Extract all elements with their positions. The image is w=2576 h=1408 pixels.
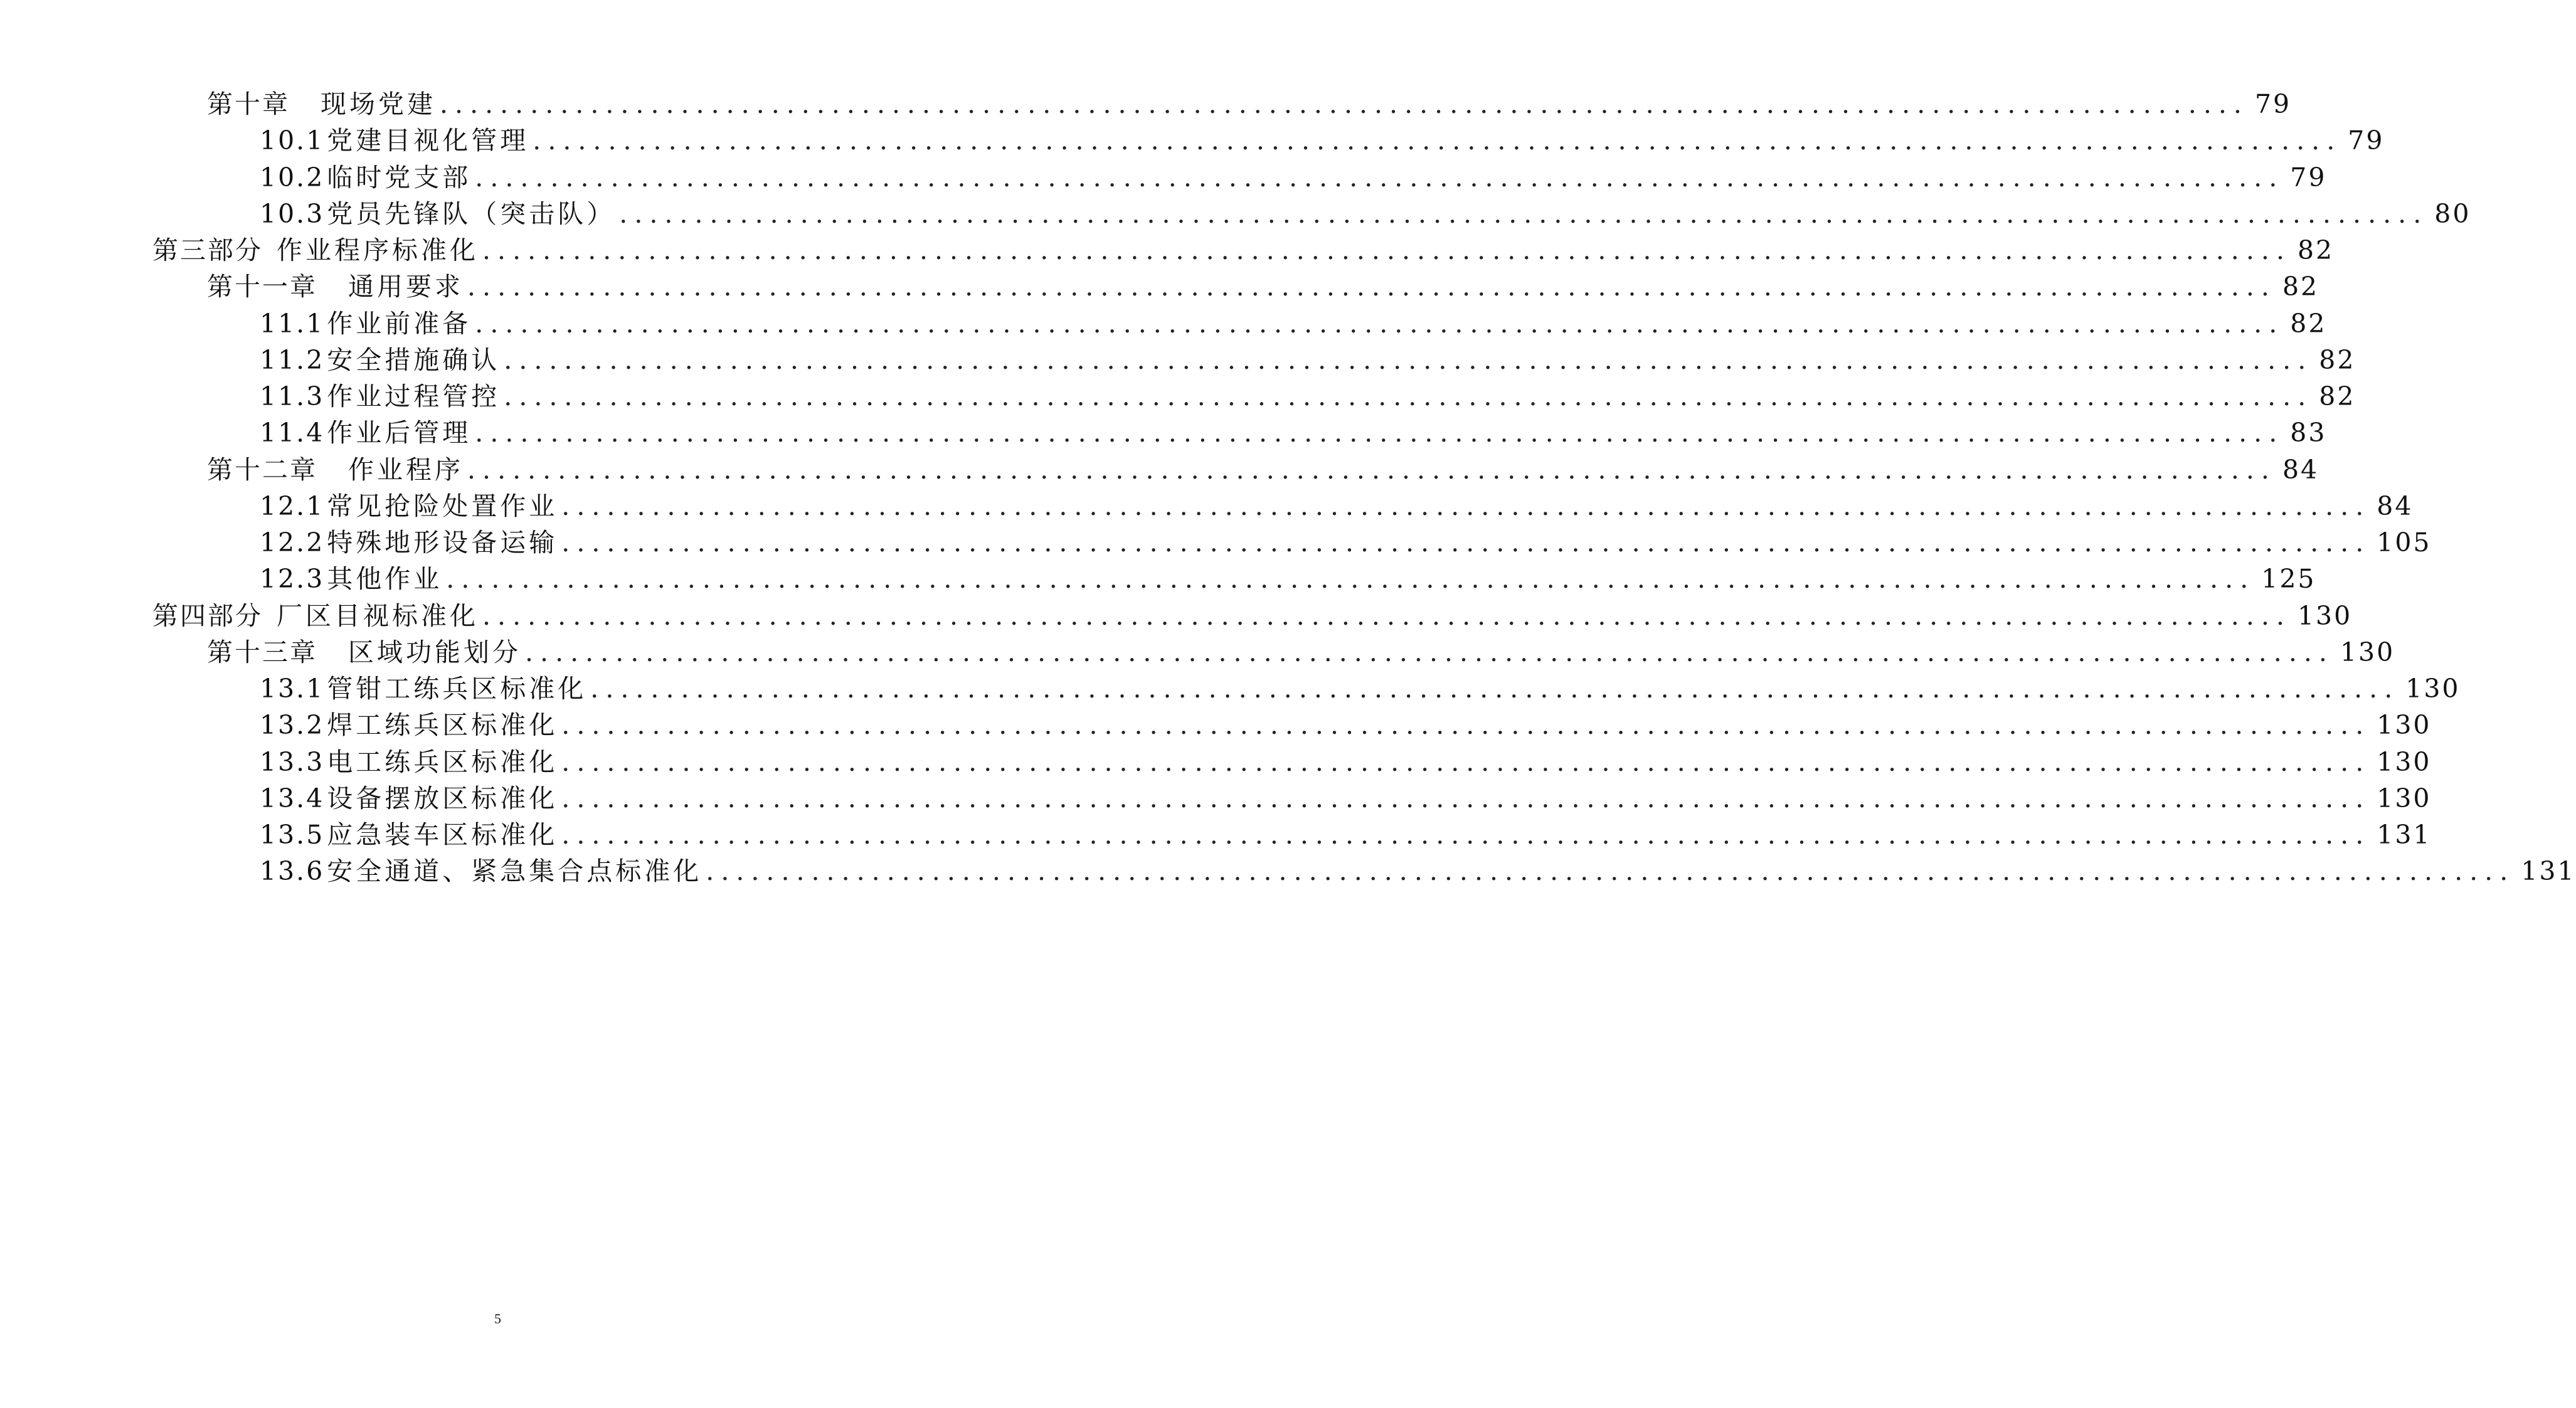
toc-entry-title xyxy=(152,231,479,269)
toc-entry-text: 作业程序 xyxy=(348,454,464,485)
toc-dot-leader: ........................................................................................................................ xyxy=(706,856,2515,887)
toc-entry-page: 130 xyxy=(2340,637,2395,667)
toc-entry-title xyxy=(260,780,558,817)
toc-entry-page: 82 xyxy=(2290,308,2327,339)
toc-entry-number: 12.2 xyxy=(260,527,325,558)
toc-entry-title xyxy=(260,487,558,525)
toc-entry-text: 管钳工练兵区标准化 xyxy=(327,674,587,704)
toc-entry-number: 第三部分 xyxy=(152,235,263,265)
toc-entry-text: 电工练兵区标准化 xyxy=(327,746,558,777)
toc-entry-text: 作业过程管控 xyxy=(327,381,501,411)
toc-entry-text: 焊工练兵区标准化 xyxy=(327,710,558,741)
toc-entry[interactable] xyxy=(260,414,2327,452)
toc-dot-leader: ........................................................................................................................ xyxy=(561,527,2371,558)
toc-entry[interactable] xyxy=(260,159,2327,196)
toc-entry-text: 现场党建 xyxy=(321,89,436,119)
toc-entry-title xyxy=(260,122,529,159)
toc-dot-leader: ........................................................................................................................ xyxy=(482,600,2291,631)
toc-entry-title xyxy=(260,852,702,890)
toc-entry-title xyxy=(260,305,471,342)
toc-entry[interactable] xyxy=(152,231,2335,269)
toc-entry-title xyxy=(260,670,586,707)
toc-entry[interactable] xyxy=(260,780,2432,817)
toc-dot-leader: ........................................................................................................................ xyxy=(561,490,2371,521)
toc-entry[interactable] xyxy=(260,706,2432,744)
toc-entry-number: 第十章 xyxy=(207,89,290,119)
toc-entry-text: 党建目视化管理 xyxy=(327,125,529,156)
toc-entry-page: 130 xyxy=(2297,600,2353,631)
toc-entry-page: 130 xyxy=(2377,746,2432,777)
toc-entry-title xyxy=(260,195,615,233)
toc-entry-title xyxy=(207,268,464,305)
toc-entry-page: 131 xyxy=(2521,856,2576,887)
toc-dot-leader: ........................................................................................................................ xyxy=(619,198,2429,229)
toc-entry-title xyxy=(260,414,471,452)
toc-entry[interactable] xyxy=(207,633,2395,671)
toc-entry[interactable] xyxy=(207,268,2319,305)
toc-entry[interactable] xyxy=(260,378,2356,415)
toc-entry-page: 131 xyxy=(2377,820,2432,850)
toc-entry-page: 125 xyxy=(2261,564,2316,595)
toc-entry-text: 常见抢险处置作业 xyxy=(327,490,558,521)
toc-entry-number: 12.1 xyxy=(260,490,325,521)
toc-entry-number: 第十二章 xyxy=(207,454,317,485)
toc-entry[interactable] xyxy=(260,341,2356,379)
toc-entry-number: 13.4 xyxy=(260,783,325,813)
toc-entry-text: 区域功能划分 xyxy=(348,637,521,667)
toc-entry-title xyxy=(260,341,500,379)
toc-dot-leader: ........................................................................................................................ xyxy=(561,783,2371,813)
toc-entry-page: 82 xyxy=(2282,272,2319,302)
toc-dot-leader: ........................................................................................................................ xyxy=(504,344,2313,375)
toc-dot-leader: ........................................................................................................................ xyxy=(561,710,2371,741)
toc-entry[interactable] xyxy=(260,305,2327,342)
toc-entry-page: 130 xyxy=(2377,710,2432,741)
toc-entry[interactable] xyxy=(260,122,2385,159)
toc-entry-page: 80 xyxy=(2434,198,2471,229)
toc-entry[interactable] xyxy=(260,524,2432,561)
toc-dot-leader: ........................................................................................................................ xyxy=(590,674,2400,704)
toc-entry-number: 11.3 xyxy=(260,381,325,411)
toc-entry-text: 作业前准备 xyxy=(327,308,472,339)
toc-entry-page: 105 xyxy=(2377,527,2432,558)
toc-entry-page: 84 xyxy=(2282,454,2319,485)
toc-entry-text: 其他作业 xyxy=(327,564,443,595)
toc-entry-text: 应急装车区标准化 xyxy=(327,820,558,850)
toc-dot-leader: ........................................................................................................................ xyxy=(467,272,2276,302)
toc-entry-page: 79 xyxy=(2348,125,2385,156)
toc-dot-leader: ........................................................................................................................ xyxy=(561,820,2371,850)
toc-entry-title xyxy=(152,597,479,635)
toc-entry[interactable] xyxy=(260,852,2576,890)
toc-entry-title xyxy=(260,378,500,415)
toc-entry-title xyxy=(260,560,442,598)
toc-entry-number: 13.3 xyxy=(260,746,325,777)
toc-entry-text: 设备摆放区标准化 xyxy=(327,783,558,813)
toc-dot-leader: ........................................................................................................................ xyxy=(440,89,2249,119)
toc-entry-number: 第十一章 xyxy=(207,272,317,302)
toc-entry[interactable] xyxy=(207,451,2319,489)
toc-dot-leader: ........................................................................................................................ xyxy=(525,637,2334,667)
toc-entry-text: 作业程序标准化 xyxy=(277,235,479,265)
toc-entry-title xyxy=(260,816,558,854)
toc-dot-leader: ........................................................................................................................ xyxy=(533,125,2342,156)
toc-entry-text: 作业后管理 xyxy=(327,418,472,448)
toc-entry-number: 10.2 xyxy=(260,162,325,193)
toc-entry-number: 13.6 xyxy=(260,856,325,887)
toc-dot-leader: ........................................................................................................................ xyxy=(475,162,2284,193)
toc-entry-text: 党员先锋队（突击队） xyxy=(327,198,616,229)
toc-entry-page: 130 xyxy=(2377,783,2432,813)
toc-entry[interactable] xyxy=(260,670,2461,707)
toc-entry-page: 79 xyxy=(2290,162,2327,193)
toc-entry-text: 安全措施确认 xyxy=(327,344,501,375)
toc-entry-number: 11.2 xyxy=(260,344,325,375)
toc-entry-number: 第十三章 xyxy=(207,637,317,667)
toc-dot-leader: ........................................................................................................................ xyxy=(482,235,2291,265)
toc-entry-number: 13.5 xyxy=(260,820,325,850)
toc-entry-text: 厂区目视标准化 xyxy=(277,600,479,631)
toc-entry-text: 安全通道、紧急集合点标准化 xyxy=(327,856,702,887)
toc-dot-leader: ........................................................................................................................ xyxy=(475,418,2284,448)
toc-entry-page: 83 xyxy=(2290,418,2327,448)
toc-entry-number: 12.3 xyxy=(260,564,325,595)
toc-entry-title xyxy=(260,524,558,561)
toc-entry[interactable] xyxy=(260,560,2316,598)
toc-dot-leader: ........................................................................................................................ xyxy=(475,308,2284,339)
toc-entry-title xyxy=(260,706,558,744)
toc-entry-page: 82 xyxy=(2319,344,2356,375)
toc-entry-number: 10.3 xyxy=(260,198,325,229)
toc-entry-number: 第四部分 xyxy=(152,600,263,631)
toc-dot-leader: ........................................................................................................................ xyxy=(561,746,2371,777)
toc-entry-page: 82 xyxy=(2297,235,2335,265)
toc-entry-page: 82 xyxy=(2319,381,2356,411)
toc-entry-title xyxy=(207,85,436,123)
toc-entry-title xyxy=(207,451,464,489)
toc-entry-title xyxy=(207,633,521,671)
toc-entry-title xyxy=(260,159,471,196)
toc-entry-page: 130 xyxy=(2405,674,2461,704)
toc-entry-text: 通用要求 xyxy=(348,272,464,302)
toc-entry-number: 10.1 xyxy=(260,125,325,156)
toc-entry[interactable] xyxy=(260,195,2471,233)
toc-dot-leader: ........................................................................................................................ xyxy=(446,564,2255,595)
page-number: 5 xyxy=(494,1311,501,1326)
toc-entry[interactable] xyxy=(152,597,2353,635)
toc-entry-number: 11.1 xyxy=(260,308,325,339)
toc-entry-page: 84 xyxy=(2377,490,2414,521)
toc-dot-leader: ........................................................................................................................ xyxy=(467,454,2276,485)
toc-entry-number: 13.2 xyxy=(260,710,325,741)
toc-entry-number: 11.4 xyxy=(260,418,325,448)
toc-entry[interactable] xyxy=(260,743,2432,781)
toc-entry-text: 临时党支部 xyxy=(327,162,472,193)
toc-entry-number: 13.1 xyxy=(260,674,325,704)
toc-entry[interactable] xyxy=(207,85,2292,123)
toc-dot-leader: ........................................................................................................................ xyxy=(504,381,2313,411)
toc-entry-title xyxy=(260,743,558,781)
toc-entry[interactable] xyxy=(260,816,2432,854)
toc-entry-page: 79 xyxy=(2254,89,2292,119)
toc-entry-text: 特殊地形设备运输 xyxy=(327,527,558,558)
toc-entry[interactable] xyxy=(260,487,2414,525)
